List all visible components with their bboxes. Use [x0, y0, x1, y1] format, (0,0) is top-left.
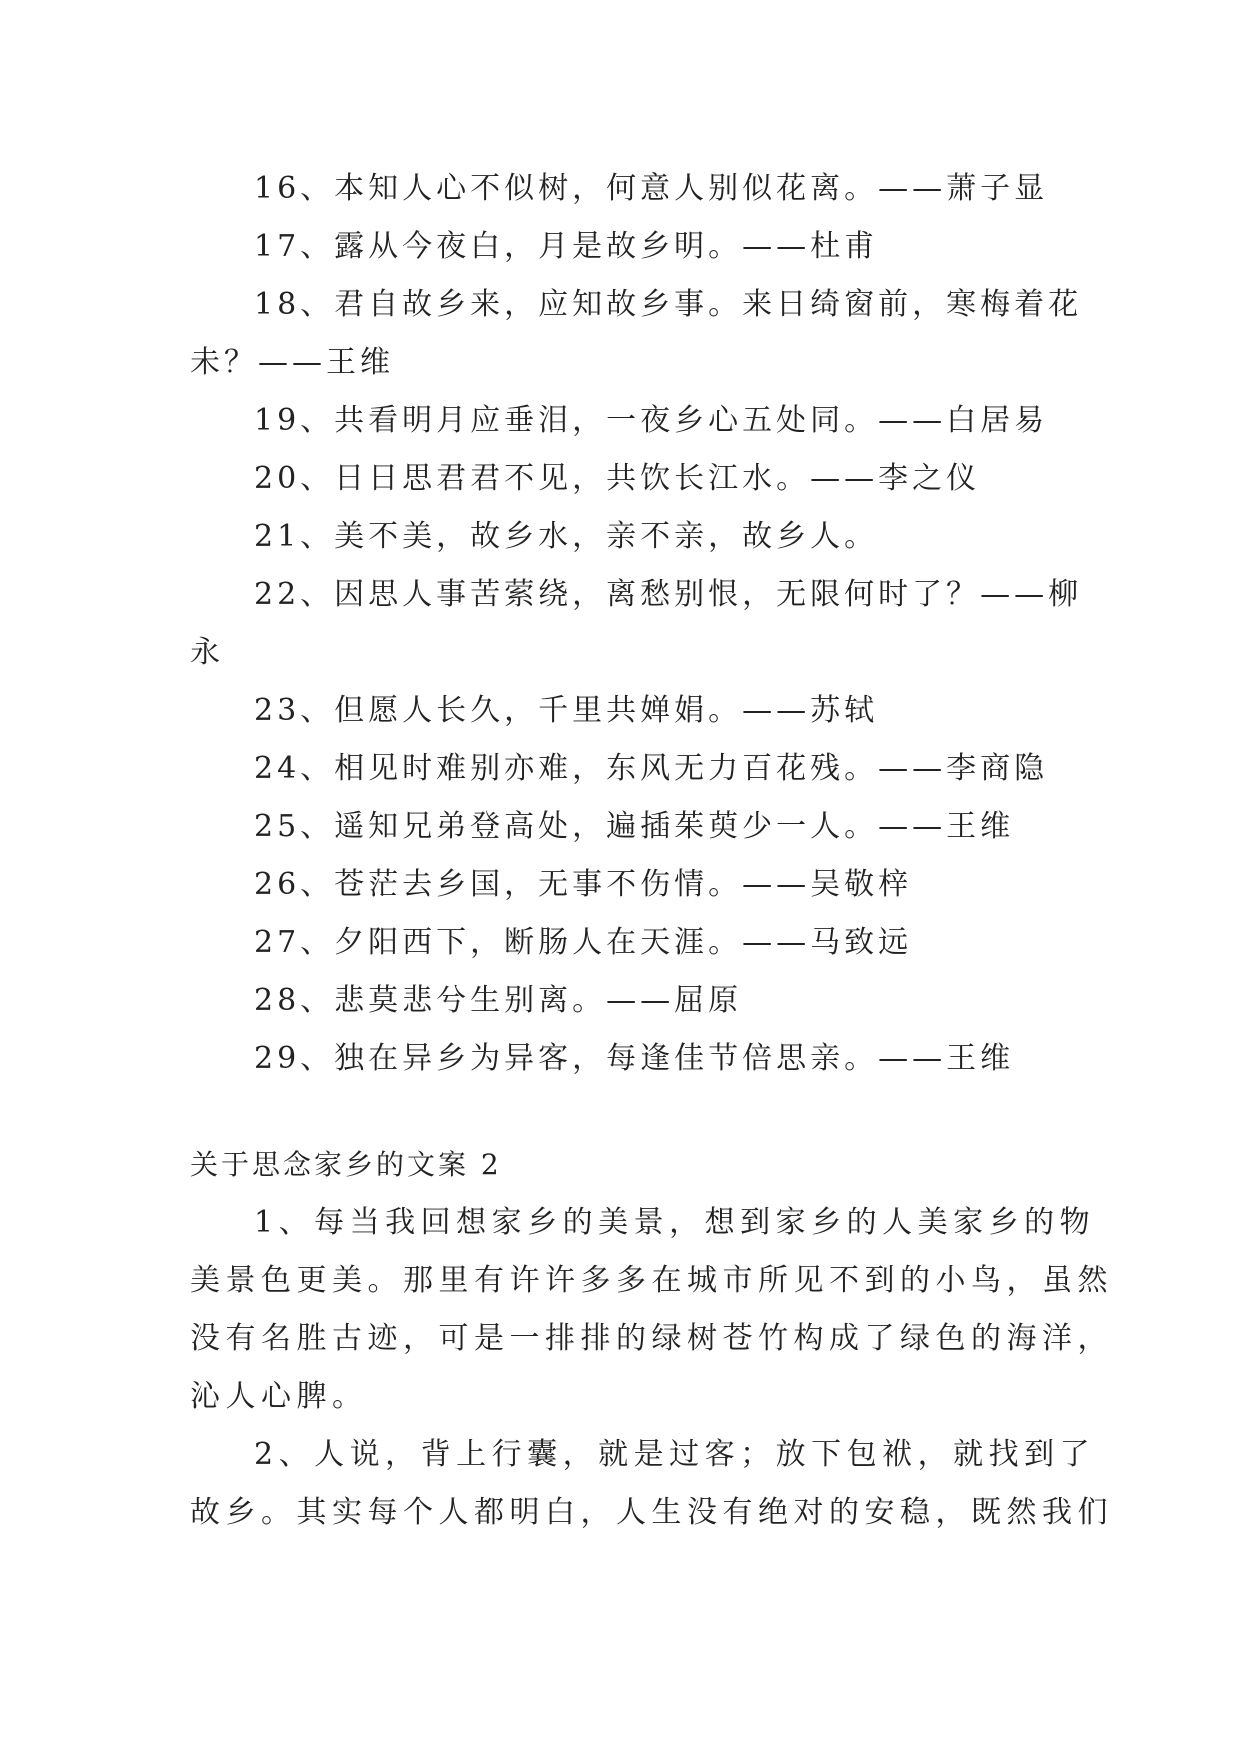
paragraph-line: 故乡。其实每个人都明白，人生没有绝对的安稳，既然我们 — [190, 1495, 1113, 1530]
quote-line: 19、共看明月应垂泪，一夜乡心五处同。——白居易 — [254, 403, 1049, 438]
quote-item — [190, 566, 1083, 682]
quote-line: 26、苍茫去乡国，无事不伤情。——吴敬梓 — [254, 867, 913, 902]
section-title: 关于思念家乡的文案 2 — [190, 1148, 502, 1181]
paragraph-line: 沁人心脾。 — [190, 1379, 368, 1414]
quote-line: 23、但愿人长久，千里共婵娟。——苏轼 — [254, 693, 879, 728]
quote-item — [190, 508, 1058, 566]
quote-item — [190, 392, 1058, 450]
quote-line: 29、独在异乡为异客，每逢佳节倍思亲。——王维 — [254, 1041, 1015, 1076]
paragraph — [190, 1426, 1113, 1542]
paragraph-line: 没有名胜古迹，可是一排排的绿树苍竹构成了绿色的海洋， — [190, 1321, 1113, 1356]
quote-item — [190, 1030, 1058, 1088]
quote-item — [190, 218, 1058, 276]
quote-line: 24、相见时难别亦难，东风无力百花残。——李商隐 — [254, 751, 1049, 786]
quote-line-continuation: 永 — [190, 635, 224, 670]
quote-list — [190, 160, 1083, 1088]
quote-item — [190, 682, 1058, 740]
quote-line: 22、因思人事苦萦绕，离愁别恨，无限何时了？——柳 — [254, 577, 1083, 612]
quote-line: 27、夕阳西下，断肠人在天涯。——马致远 — [254, 925, 913, 960]
quote-line: 20、日日思君君不见，共饮长江水。——李之仪 — [254, 461, 981, 496]
quote-item — [190, 450, 1058, 508]
quote-line-continuation: 未？——王维 — [190, 345, 394, 380]
paragraph-list — [190, 1194, 1113, 1542]
quote-line: 16、本知人心不似树，何意人别似花离。——萧子显 — [254, 171, 1049, 206]
quote-line: 17、露从今夜白，月是故乡明。——杜甫 — [254, 229, 879, 264]
paragraph-line: 2、人说，背上行囊，就是过客；放下包袱，就找到了 — [254, 1437, 1096, 1472]
paragraph-line: 1、每当我回想家乡的美景，想到家乡的人美家乡的物 — [254, 1205, 1096, 1240]
quote-item — [190, 856, 1058, 914]
quote-item — [190, 914, 1058, 972]
quote-line: 25、遥知兄弟登高处，遍插茱萸少一人。——王维 — [254, 809, 1015, 844]
quote-item — [190, 740, 1058, 798]
document-page — [190, 160, 1113, 1542]
quote-item — [190, 276, 1083, 392]
quote-line: 28、悲莫悲兮生别离。——屈原 — [254, 983, 743, 1018]
quote-item — [190, 972, 1058, 1030]
quote-line: 21、美不美，故乡水，亲不亲，故乡人。 — [254, 519, 879, 554]
paragraph — [190, 1194, 1113, 1426]
quote-line: 18、君自故乡来，应知故乡事。来日绮窗前，寒梅着花 — [254, 287, 1083, 322]
quote-item — [190, 160, 1058, 218]
quote-item — [190, 798, 1058, 856]
paragraph-line: 美景色更美。那里有许许多多在城市所见不到的小鸟，虽然 — [190, 1263, 1113, 1298]
